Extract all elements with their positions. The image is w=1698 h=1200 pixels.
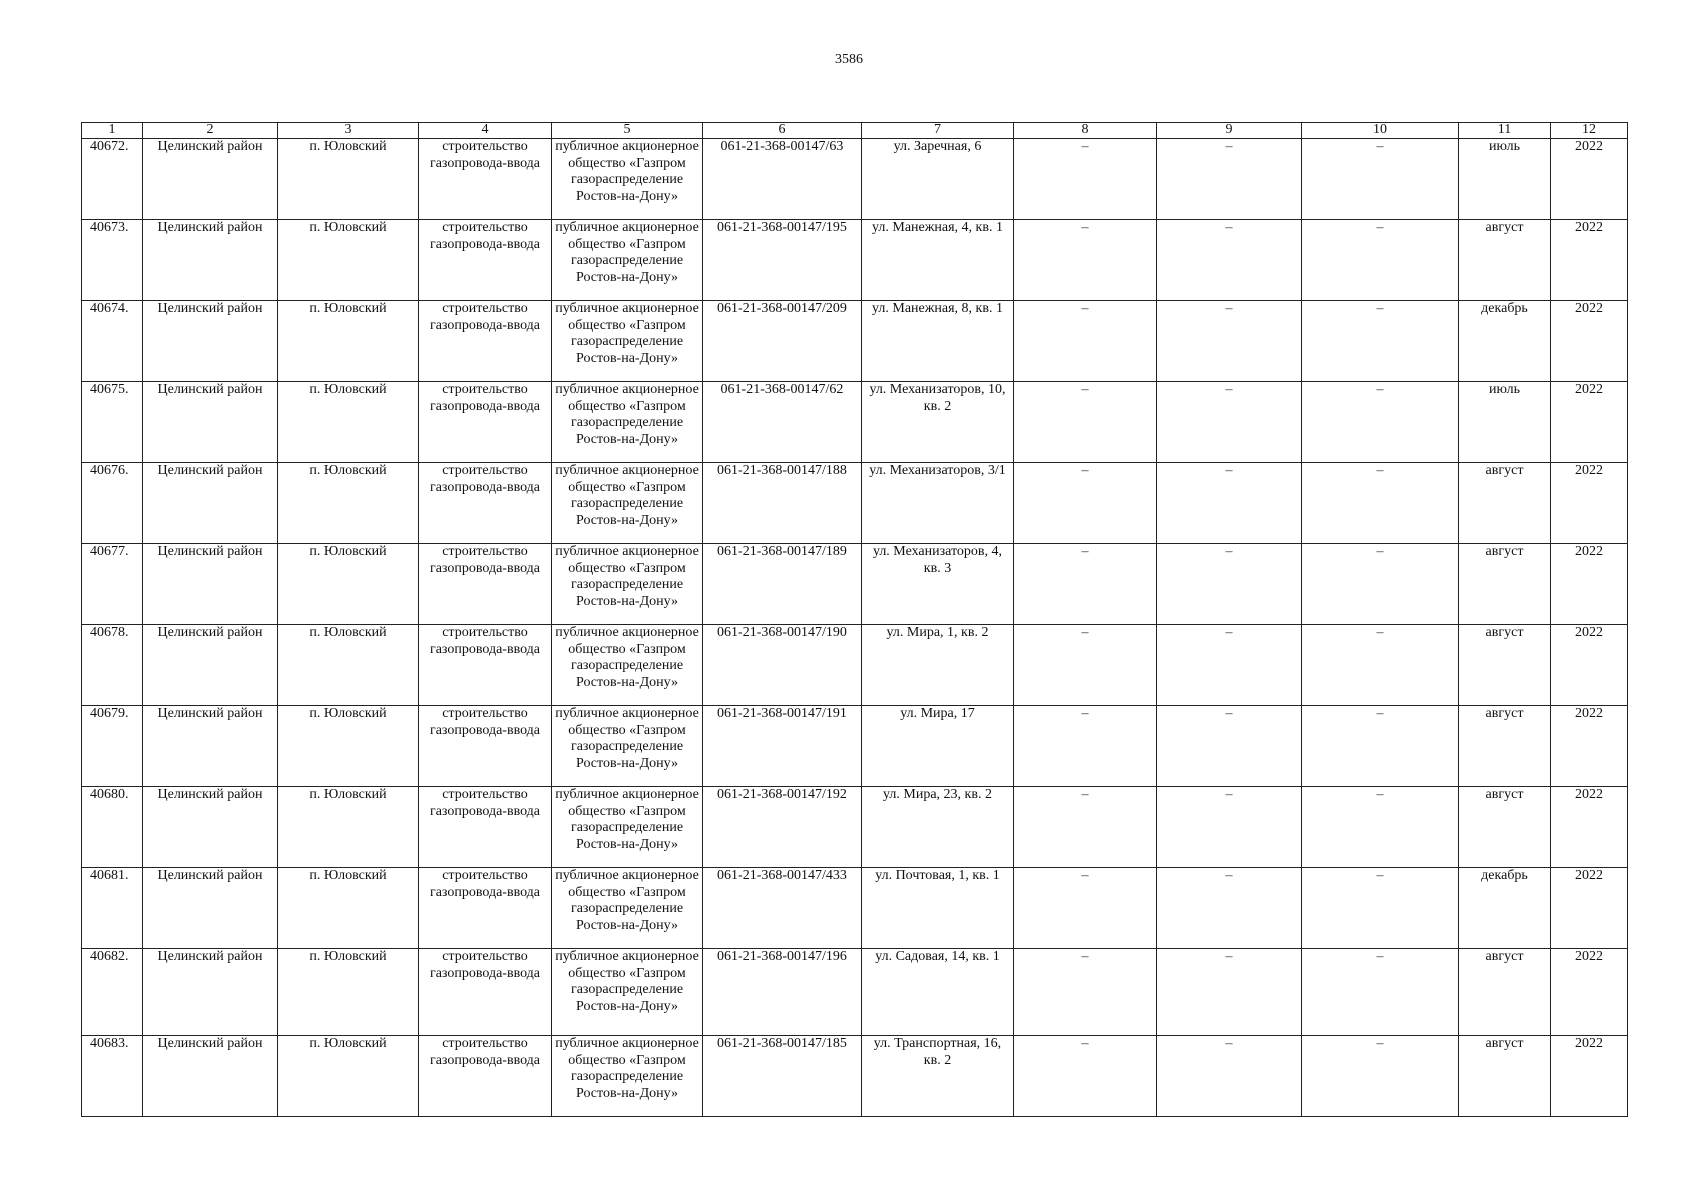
cell-col-10: – <box>1302 139 1459 220</box>
cell-registration-code: 061-21-368-00147/196 <box>703 949 862 1036</box>
column-header-2: 2 <box>143 123 278 139</box>
cell-address: ул. Транспортная, 16, кв. 2 <box>862 1036 1014 1117</box>
cell-organization: публичное акционерное общество «Газпром газораспределение Ростов-на-Дону» <box>552 382 703 463</box>
cell-organization: публичное акционерное общество «Газпром газораспределение Ростов-на-Дону» <box>552 139 703 220</box>
cell-organization: публичное акционерное общество «Газпром газораспределение Ростов-на-Дону» <box>552 463 703 544</box>
cell-settlement: п. Юловский <box>278 787 419 868</box>
cell-organization: публичное акционерное общество «Газпром газораспределение Ростов-на-Дону» <box>552 787 703 868</box>
cell-row-number: 40680. <box>82 787 143 868</box>
table-row <box>82 220 1628 301</box>
cell-registration-code: 061-21-368-00147/62 <box>703 382 862 463</box>
cell-registration-code: 061-21-368-00147/192 <box>703 787 862 868</box>
table-row <box>82 301 1628 382</box>
cell-address: ул. Манежная, 8, кв. 1 <box>862 301 1014 382</box>
cell-address: ул. Садовая, 14, кв. 1 <box>862 949 1014 1036</box>
cell-address: ул. Механизаторов, 10, кв. 2 <box>862 382 1014 463</box>
cell-registration-code: 061-21-368-00147/188 <box>703 463 862 544</box>
cell-month: август <box>1459 706 1551 787</box>
cell-settlement: п. Юловский <box>278 949 419 1036</box>
cell-col-9: – <box>1157 1036 1302 1117</box>
column-header-5: 5 <box>552 123 703 139</box>
cell-col-10: – <box>1302 868 1459 949</box>
cell-settlement: п. Юловский <box>278 463 419 544</box>
cell-month: август <box>1459 220 1551 301</box>
cell-col-9: – <box>1157 220 1302 301</box>
cell-row-number: 40683. <box>82 1036 143 1117</box>
cell-settlement: п. Юловский <box>278 382 419 463</box>
cell-settlement: п. Юловский <box>278 868 419 949</box>
cell-registration-code: 061-21-368-00147/63 <box>703 139 862 220</box>
cell-row-number: 40674. <box>82 301 143 382</box>
table-row <box>82 868 1628 949</box>
cell-col-8: – <box>1014 139 1157 220</box>
column-header-8: 8 <box>1014 123 1157 139</box>
table-row <box>82 787 1628 868</box>
cell-col-10: – <box>1302 625 1459 706</box>
cell-col-10: – <box>1302 544 1459 625</box>
cell-registration-code: 061-21-368-00147/209 <box>703 301 862 382</box>
cell-month: август <box>1459 463 1551 544</box>
cell-year: 2022 <box>1551 382 1628 463</box>
cell-district: Целинский район <box>143 139 278 220</box>
cell-work-type: строительство газопровода-ввода <box>419 382 552 463</box>
table-row <box>82 706 1628 787</box>
cell-col-8: – <box>1014 382 1157 463</box>
cell-work-type: строительство газопровода-ввода <box>419 220 552 301</box>
cell-month: июль <box>1459 382 1551 463</box>
table-row <box>82 1036 1628 1117</box>
cell-district: Целинский район <box>143 868 278 949</box>
cell-col-8: – <box>1014 868 1157 949</box>
cell-year: 2022 <box>1551 625 1628 706</box>
cell-col-9: – <box>1157 382 1302 463</box>
cell-address: ул. Манежная, 4, кв. 1 <box>862 220 1014 301</box>
cell-work-type: строительство газопровода-ввода <box>419 544 552 625</box>
cell-col-8: – <box>1014 949 1157 1036</box>
cell-month: декабрь <box>1459 301 1551 382</box>
cell-district: Целинский район <box>143 220 278 301</box>
table-row <box>82 544 1628 625</box>
cell-work-type: строительство газопровода-ввода <box>419 949 552 1036</box>
table-row <box>82 382 1628 463</box>
cell-work-type: строительство газопровода-ввода <box>419 787 552 868</box>
cell-year: 2022 <box>1551 220 1628 301</box>
cell-work-type: строительство газопровода-ввода <box>419 706 552 787</box>
table-row <box>82 625 1628 706</box>
cell-col-9: – <box>1157 949 1302 1036</box>
cell-year: 2022 <box>1551 868 1628 949</box>
cell-organization: публичное акционерное общество «Газпром газораспределение Ростов-на-Дону» <box>552 1036 703 1117</box>
cell-row-number: 40681. <box>82 868 143 949</box>
cell-organization: публичное акционерное общество «Газпром газораспределение Ростов-на-Дону» <box>552 220 703 301</box>
cell-address: ул. Механизаторов, 4, кв. 3 <box>862 544 1014 625</box>
column-header-3: 3 <box>278 123 419 139</box>
cell-settlement: п. Юловский <box>278 544 419 625</box>
cell-year: 2022 <box>1551 706 1628 787</box>
cell-row-number: 40672. <box>82 139 143 220</box>
cell-registration-code: 061-21-368-00147/191 <box>703 706 862 787</box>
cell-settlement: п. Юловский <box>278 139 419 220</box>
cell-work-type: строительство газопровода-ввода <box>419 1036 552 1117</box>
cell-settlement: п. Юловский <box>278 625 419 706</box>
cell-col-8: – <box>1014 787 1157 868</box>
cell-row-number: 40678. <box>82 625 143 706</box>
cell-year: 2022 <box>1551 301 1628 382</box>
cell-registration-code: 061-21-368-00147/190 <box>703 625 862 706</box>
register-table <box>81 122 1628 1117</box>
cell-col-9: – <box>1157 544 1302 625</box>
cell-work-type: строительство газопровода-ввода <box>419 301 552 382</box>
cell-col-10: – <box>1302 949 1459 1036</box>
cell-district: Целинский район <box>143 544 278 625</box>
cell-year: 2022 <box>1551 1036 1628 1117</box>
cell-col-8: – <box>1014 220 1157 301</box>
cell-col-8: – <box>1014 544 1157 625</box>
cell-col-8: – <box>1014 706 1157 787</box>
cell-registration-code: 061-21-368-00147/185 <box>703 1036 862 1117</box>
cell-col-10: – <box>1302 301 1459 382</box>
cell-year: 2022 <box>1551 463 1628 544</box>
cell-month: июль <box>1459 139 1551 220</box>
cell-row-number: 40679. <box>82 706 143 787</box>
cell-row-number: 40675. <box>82 382 143 463</box>
table-row <box>82 949 1628 1036</box>
cell-district: Целинский район <box>143 1036 278 1117</box>
cell-work-type: строительство газопровода-ввода <box>419 625 552 706</box>
cell-work-type: строительство газопровода-ввода <box>419 868 552 949</box>
cell-settlement: п. Юловский <box>278 1036 419 1117</box>
cell-month: август <box>1459 949 1551 1036</box>
cell-col-8: – <box>1014 1036 1157 1117</box>
cell-col-10: – <box>1302 787 1459 868</box>
column-header-4: 4 <box>419 123 552 139</box>
column-header-11: 11 <box>1459 123 1551 139</box>
column-header-9: 9 <box>1157 123 1302 139</box>
column-header-6: 6 <box>703 123 862 139</box>
cell-col-9: – <box>1157 706 1302 787</box>
cell-year: 2022 <box>1551 544 1628 625</box>
cell-col-10: – <box>1302 706 1459 787</box>
cell-col-8: – <box>1014 301 1157 382</box>
cell-organization: публичное акционерное общество «Газпром газораспределение Ростов-на-Дону» <box>552 544 703 625</box>
cell-address: ул. Заречная, 6 <box>862 139 1014 220</box>
table-row <box>82 463 1628 544</box>
cell-settlement: п. Юловский <box>278 706 419 787</box>
cell-registration-code: 061-21-368-00147/189 <box>703 544 862 625</box>
cell-month: август <box>1459 1036 1551 1117</box>
cell-col-8: – <box>1014 463 1157 544</box>
cell-year: 2022 <box>1551 949 1628 1036</box>
cell-district: Целинский район <box>143 706 278 787</box>
cell-row-number: 40677. <box>82 544 143 625</box>
cell-col-10: – <box>1302 382 1459 463</box>
cell-address: ул. Мира, 23, кв. 2 <box>862 787 1014 868</box>
cell-month: август <box>1459 625 1551 706</box>
table-body <box>82 139 1628 1117</box>
cell-work-type: строительство газопровода-ввода <box>419 139 552 220</box>
cell-address: ул. Почтовая, 1, кв. 1 <box>862 868 1014 949</box>
cell-district: Целинский район <box>143 787 278 868</box>
cell-district: Целинский район <box>143 625 278 706</box>
cell-col-9: – <box>1157 787 1302 868</box>
cell-col-9: – <box>1157 139 1302 220</box>
cell-organization: публичное акционерное общество «Газпром газораспределение Ростов-на-Дону» <box>552 625 703 706</box>
cell-month: август <box>1459 787 1551 868</box>
cell-row-number: 40676. <box>82 463 143 544</box>
cell-address: ул. Мира, 17 <box>862 706 1014 787</box>
cell-row-number: 40673. <box>82 220 143 301</box>
cell-col-10: – <box>1302 1036 1459 1117</box>
cell-row-number: 40682. <box>82 949 143 1036</box>
table-header <box>82 123 1628 139</box>
cell-year: 2022 <box>1551 139 1628 220</box>
cell-district: Целинский район <box>143 382 278 463</box>
page-number: 3586 <box>835 52 863 67</box>
cell-col-9: – <box>1157 868 1302 949</box>
cell-col-9: – <box>1157 625 1302 706</box>
cell-settlement: п. Юловский <box>278 220 419 301</box>
cell-registration-code: 061-21-368-00147/195 <box>703 220 862 301</box>
cell-month: август <box>1459 544 1551 625</box>
cell-district: Целинский район <box>143 949 278 1036</box>
cell-address: ул. Механизаторов, 3/1 <box>862 463 1014 544</box>
column-header-10: 10 <box>1302 123 1459 139</box>
cell-col-9: – <box>1157 463 1302 544</box>
cell-organization: публичное акционерное общество «Газпром газораспределение Ростов-на-Дону» <box>552 868 703 949</box>
cell-organization: публичное акционерное общество «Газпром газораспределение Ростов-на-Дону» <box>552 706 703 787</box>
cell-address: ул. Мира, 1, кв. 2 <box>862 625 1014 706</box>
cell-work-type: строительство газопровода-ввода <box>419 463 552 544</box>
cell-district: Целинский район <box>143 301 278 382</box>
cell-registration-code: 061-21-368-00147/433 <box>703 868 862 949</box>
cell-col-10: – <box>1302 220 1459 301</box>
cell-district: Целинский район <box>143 463 278 544</box>
cell-organization: публичное акционерное общество «Газпром газораспределение Ростов-на-Дону» <box>552 949 703 1036</box>
cell-col-9: – <box>1157 301 1302 382</box>
cell-organization: публичное акционерное общество «Газпром газораспределение Ростов-на-Дону» <box>552 301 703 382</box>
cell-year: 2022 <box>1551 787 1628 868</box>
cell-col-10: – <box>1302 463 1459 544</box>
cell-col-8: – <box>1014 625 1157 706</box>
cell-settlement: п. Юловский <box>278 301 419 382</box>
header-row <box>82 123 1628 139</box>
column-header-1: 1 <box>82 123 143 139</box>
cell-month: декабрь <box>1459 868 1551 949</box>
table-row <box>82 139 1628 220</box>
column-header-12: 12 <box>1551 123 1628 139</box>
column-header-7: 7 <box>862 123 1014 139</box>
